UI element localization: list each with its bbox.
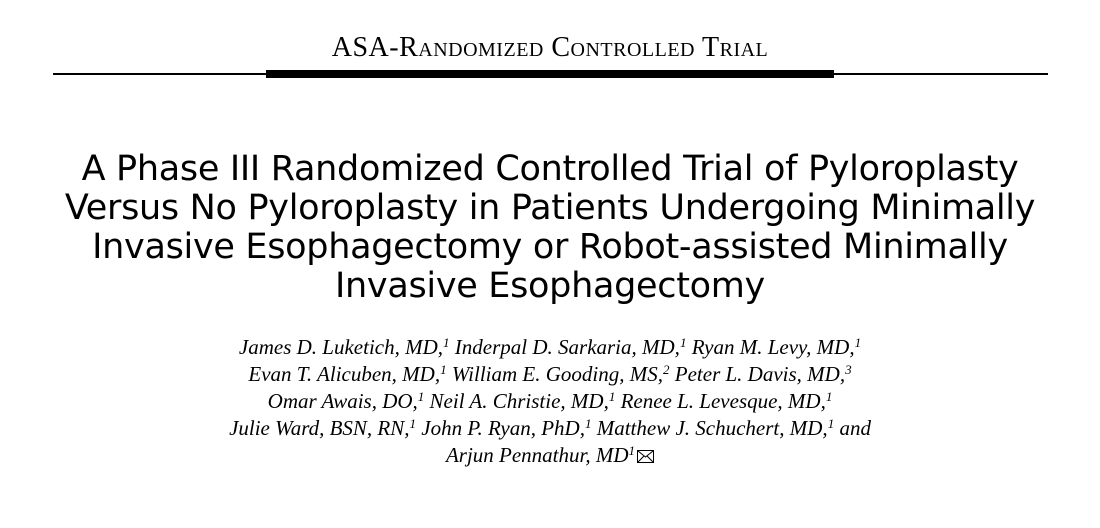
author-line (90, 415, 1010, 442)
affiliation-marker: 1 (679, 335, 687, 350)
affiliation-marker: 2 (663, 362, 670, 377)
author-line (90, 334, 1010, 361)
affiliation-marker: 1 (409, 416, 417, 431)
author-name[interactable]: James D. Luketich, MD, (238, 335, 444, 359)
affiliation-marker: 1 (584, 416, 592, 431)
author-name[interactable]: Peter L. Davis, MD, (669, 362, 846, 386)
section-title-rest: Randomized Controlled Trial (399, 32, 769, 63)
author-name[interactable]: Renee L. Levesque, MD, (615, 389, 826, 413)
author-name[interactable]: Inderpal D. Sarkaria, MD, (449, 335, 680, 359)
affiliation-marker: 1 (443, 335, 450, 350)
affiliation-marker: 1 (440, 362, 447, 377)
affiliation-marker: 1 (827, 416, 835, 431)
section-header (0, 34, 1100, 62)
conjunction: and (834, 416, 871, 440)
author-name[interactable]: William E. Gooding, MS, (446, 362, 664, 386)
affiliation-marker: 1 (628, 443, 636, 458)
author-name[interactable]: Matthew J. Schuchert, MD, (591, 416, 828, 440)
header-rule-accent (266, 70, 834, 78)
author-name[interactable]: Neil A. Christie, MD, (424, 389, 609, 413)
section-title-prefix: ASA- (331, 32, 400, 63)
author-name[interactable]: John P. Ryan, PhD, (416, 416, 585, 440)
author-name[interactable]: Arjun Pennathur, MD (445, 443, 629, 467)
author-name[interactable]: Ryan M. Levy, MD, (686, 335, 855, 359)
affiliation-marker: 1 (417, 389, 425, 404)
affiliation-marker: 1 (608, 389, 616, 404)
author-line (90, 442, 1010, 469)
author-line (90, 388, 1010, 415)
author-name[interactable]: Julie Ward, BSN, RN, (229, 416, 410, 440)
envelope-icon[interactable] (637, 450, 654, 463)
affiliation-marker: 1 (825, 389, 833, 404)
article-title: A Phase III Randomized Controlled Trial of Pyloroplasty Versus No Pyloroplasty in Patients Undergoing Minimally Invasive Esophagectomy or Robot-assisted Minimally Invasive Esophagectomy (64, 149, 1036, 306)
author-list (90, 334, 1010, 469)
author-name[interactable]: Evan T. Alicuben, MD, (248, 362, 441, 386)
author-name[interactable]: Omar Awais, DO, (267, 389, 418, 413)
affiliation-marker: 1 (854, 335, 862, 350)
author-line (90, 361, 1010, 388)
affiliation-marker: 3 (845, 362, 852, 377)
